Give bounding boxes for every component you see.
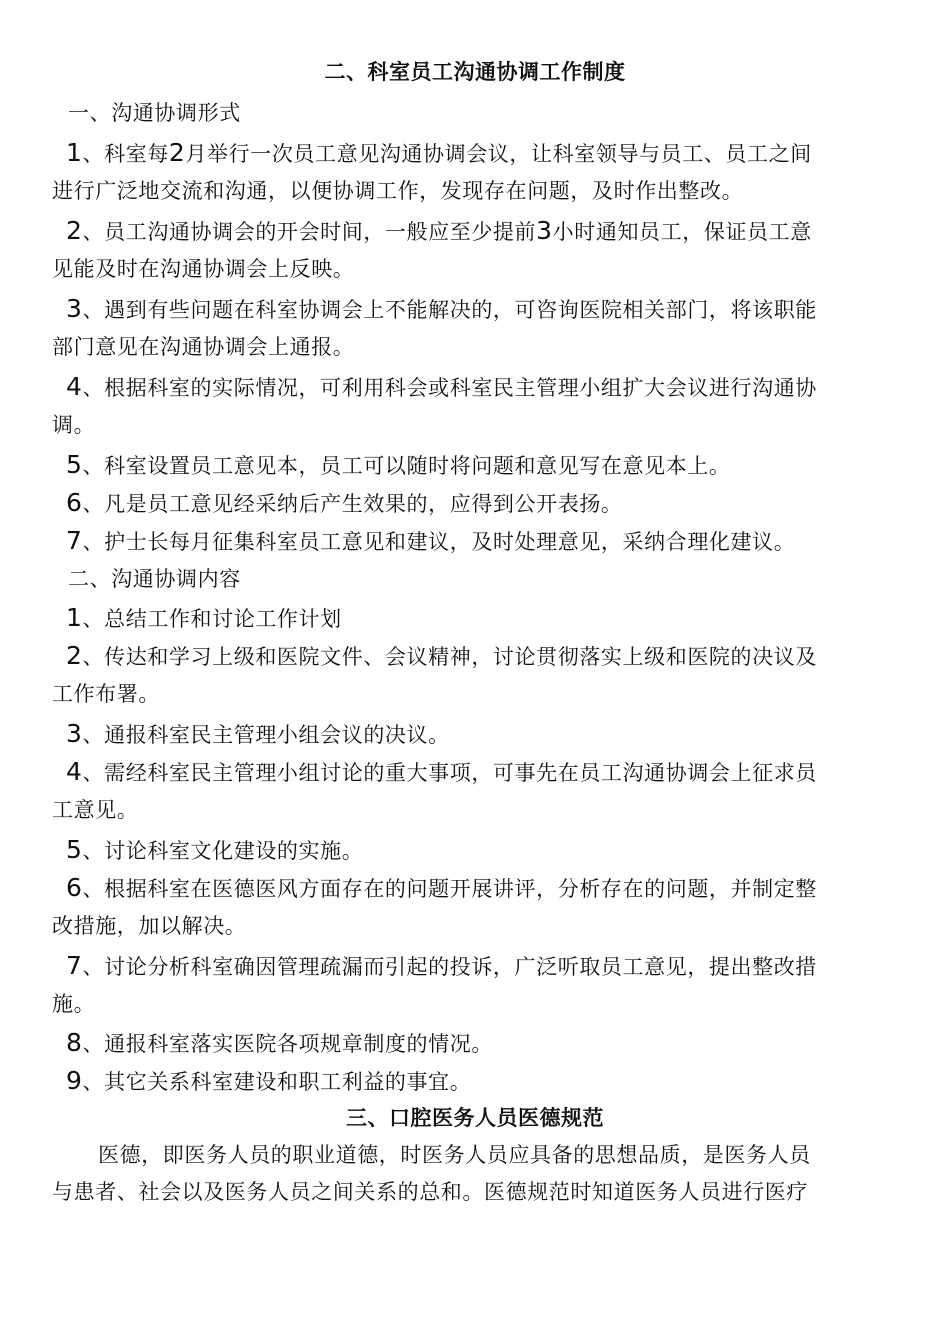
list-item-continuation: 工意见。 <box>52 798 139 822</box>
paragraph-line: 医德，即医务人员的职业道德，时医务人员应具备的思想品质，是医务人员 <box>98 1143 811 1167</box>
item-text: 、传达和学习上级和医院文件、会议精神，讨论贯彻落实上级和医院的决议及 <box>82 645 817 669</box>
item-text: 、需经科室民主管理小组讨论的重大事项，可事先在员工沟通协调会上征求员 <box>82 761 817 785</box>
item-number: 1 <box>66 603 83 632</box>
list-item <box>66 526 795 557</box>
item-number: 7 <box>66 951 83 980</box>
list-item-continuation: 工作布署。 <box>52 682 160 706</box>
subsection-heading-contents: 二、沟通协调内容 <box>68 567 241 591</box>
item-text: 、讨论分析科室确因管理疏漏而引起的投诉，广泛听取员工意见，提出整改措 <box>82 955 817 979</box>
list-item <box>66 835 363 866</box>
list-item-continuation: 调。 <box>52 413 96 437</box>
list-item <box>66 1028 493 1059</box>
item-text: 、护士长每月征集科室员工意见和建议，及时处理意见，采纳合理化建议。 <box>82 530 796 554</box>
list-item <box>66 216 812 247</box>
item-number: 5 <box>66 835 83 864</box>
list-item <box>66 641 817 672</box>
list-item <box>66 450 731 481</box>
list-item <box>66 372 817 403</box>
item-text: 、通报科室落实医院各项规章制度的情况。 <box>82 1032 493 1056</box>
item-number: 6 <box>66 488 83 517</box>
item-number: 6 <box>66 873 83 902</box>
item-number: 9 <box>66 1066 83 1095</box>
list-item <box>66 951 817 982</box>
item-number: 7 <box>66 526 83 555</box>
list-item-continuation: 见能及时在沟通协调会上反映。 <box>52 257 355 281</box>
list-item-continuation: 部门意见在沟通协调会上通报。 <box>52 335 355 359</box>
section-title-dental-ethics: 三、口腔医务人员医德规范 <box>346 1106 604 1130</box>
item-text: 、员工沟通协调会的开会时间，一般应至少提前 <box>82 220 537 244</box>
item-text: 、其它关系科室建设和职工利益的事宜。 <box>82 1070 472 1094</box>
item-number: 2 <box>66 216 83 245</box>
list-item <box>66 873 817 904</box>
item-text: 月举行一次员工意见沟通协调会议，让科室领导与员工、员工之间 <box>185 142 812 166</box>
item-number: 3 <box>66 719 83 748</box>
item-number: 3 <box>66 294 83 323</box>
item-number: 5 <box>66 450 83 479</box>
item-text: 、总结工作和讨论工作计划 <box>82 607 342 631</box>
section-title-communication: 二、科室员工沟通协调工作制度 <box>324 60 626 84</box>
item-text: 、科室每 <box>82 142 169 166</box>
list-item <box>66 294 817 325</box>
item-text: 、讨论科室文化建设的实施。 <box>82 839 364 863</box>
list-item-continuation: 施。 <box>52 992 96 1016</box>
inline-number: 3 <box>536 216 553 245</box>
paragraph-line: 与患者、社会以及医务人员之间关系的总和。医德规范时知道医务人员进行医疗 <box>52 1180 808 1204</box>
list-item <box>66 1066 471 1097</box>
list-item <box>66 138 812 169</box>
item-text: 小时通知员工，保证员工意 <box>552 220 812 244</box>
list-item <box>66 488 623 519</box>
item-number: 2 <box>66 641 83 670</box>
item-number: 1 <box>66 138 83 167</box>
item-number: 4 <box>66 757 83 786</box>
item-text: 、根据科室在医德医风方面存在的问题开展讲评，分析存在的问题，并制定整 <box>82 877 817 901</box>
list-item-continuation: 改措施，加以解决。 <box>52 914 247 938</box>
item-number: 4 <box>66 372 83 401</box>
list-item <box>66 719 450 750</box>
item-text: 、遇到有些问题在科室协调会上不能解决的，可咨询医院相关部门，将该职能 <box>82 298 817 322</box>
list-item <box>66 757 817 788</box>
item-number: 8 <box>66 1028 83 1057</box>
subsection-heading-forms: 一、沟通协调形式 <box>68 101 241 125</box>
list-item-continuation: 进行广泛地交流和沟通，以便协调工作，发现存在问题，及时作出整改。 <box>52 179 744 203</box>
inline-number: 2 <box>168 138 186 167</box>
item-text: 、科室设置员工意见本，员工可以随时将问题和意见写在意见本上。 <box>82 454 731 478</box>
list-item <box>66 603 342 634</box>
item-text: 、通报科室民主管理小组会议的决议。 <box>82 723 450 747</box>
item-text: 、根据科室的实际情况，可利用科会或科室民主管理小组扩大会议进行沟通协 <box>82 376 817 400</box>
item-text: 、凡是员工意见经采纳后产生效果的，应得到公开表扬。 <box>82 492 623 516</box>
